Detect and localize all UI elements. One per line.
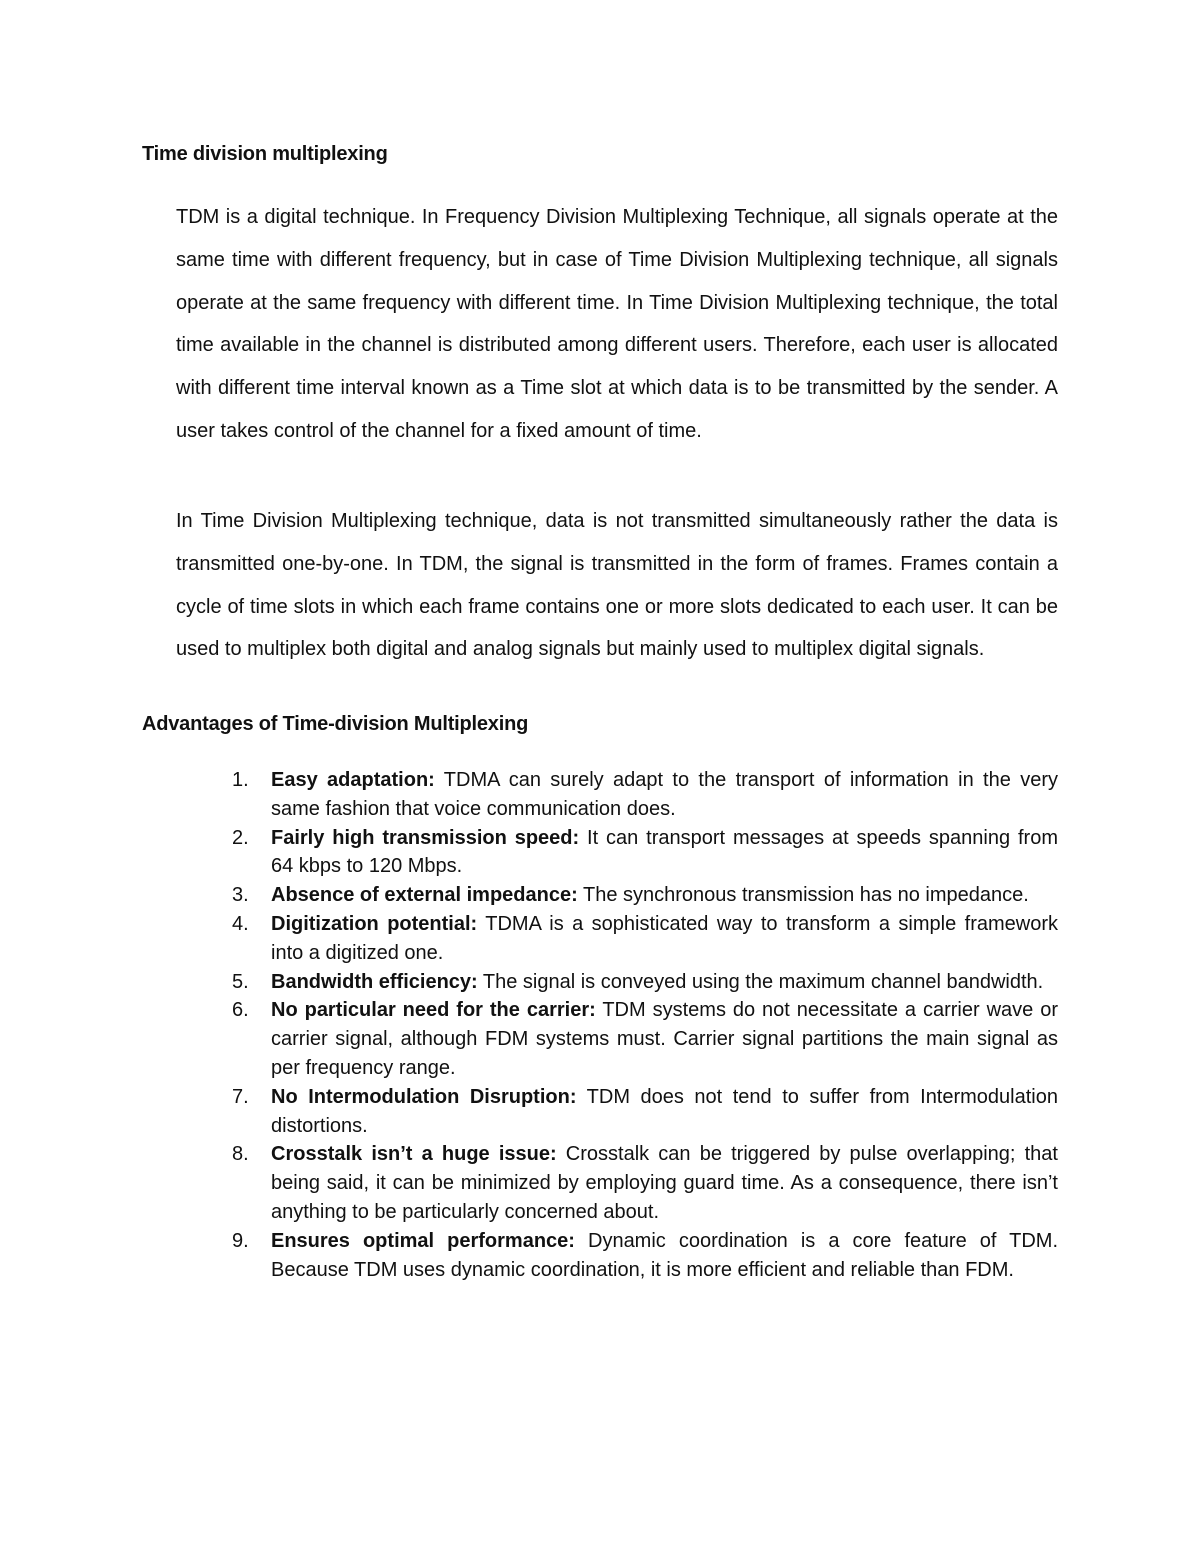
- list-item: [232, 766, 1058, 824]
- paragraph-tdm-frames: In Time Division Multiplexing technique, data is not transmitted simultaneously rather the data is transmitted one-by-one. In TDM, the signal is transmitted in the form of frames. Frames contain a cycle of time slots in which each frame contains one or more slots dedicated to each user. It can be used to multiplex both digital and analog signals but mainly used to multiplex digital signals.: [176, 510, 1058, 661]
- list-number: 6.: [232, 999, 249, 1022]
- list-item: [232, 1140, 1058, 1226]
- advantage-term: Fairly high transmission speed:: [271, 826, 580, 849]
- list-number: 7.: [232, 1085, 249, 1108]
- list-number: 5.: [232, 970, 249, 993]
- advantages-list: [232, 766, 1058, 1284]
- list-item: [232, 968, 1058, 997]
- advantage-text: TDM systems do not necessitate a carrier wave or carrier signal, although FDM systems must. Carrier signal partitions the main signal as per frequency range.: [271, 999, 1058, 1079]
- document-title: Time division multiplexing: [142, 143, 388, 165]
- list-item: [232, 881, 1058, 910]
- list-item: [232, 910, 1058, 968]
- advantage-text: TDMA is a sophisticated way to transform a simple framework into a digitized one.: [271, 912, 1058, 964]
- advantage-term: Crosstalk isn’t a huge issue:: [271, 1143, 557, 1166]
- advantage-term: Ensures optimal performance:: [271, 1229, 575, 1252]
- advantage-term: No particular need for the carrier:: [271, 999, 596, 1022]
- list-number: 2.: [232, 826, 249, 849]
- advantage-text: Dynamic coordination is a core feature of TDM. Because TDM uses dynamic coordination, it is more efficient and reliable than FDM.: [271, 1229, 1058, 1281]
- advantage-term: Bandwidth efficiency:: [271, 970, 478, 993]
- list-item: [232, 824, 1058, 882]
- list-number: 8.: [232, 1143, 249, 1166]
- advantage-text: Crosstalk can be triggered by pulse overlapping; that being said, it can be minimized by employing guard time. As a consequence, there isn’t anything to be particularly concerned about.: [271, 1143, 1058, 1223]
- paragraph-tdm-intro: TDM is a digital technique. In Frequency Division Multiplexing Technique, all signals operate at the same time with different frequency, but in case of Time Division Multiplexing technique, all signals operate at the same frequency with different time. In Time Division Multiplexing technique, the total time available in the channel is distributed among different users. Therefore, each user is allocated with different time interval known as a Time slot at which data is to be transmitted by the sender. A user takes control of the channel for a fixed amount of time.: [176, 206, 1058, 442]
- list-item: [232, 1227, 1058, 1285]
- list-item: [232, 996, 1058, 1082]
- advantage-text: It can transport messages at speeds spanning from 64 kbps to 120 Mbps.: [271, 826, 1058, 878]
- list-item: [232, 1083, 1058, 1141]
- advantage-term: No Intermodulation Disruption:: [271, 1085, 577, 1108]
- advantage-text: The signal is conveyed using the maximum channel bandwidth.: [477, 970, 1044, 993]
- advantage-term: Digitization potential:: [271, 912, 478, 935]
- list-number: 9.: [232, 1229, 249, 1252]
- list-number: 1.: [232, 769, 249, 791]
- advantage-text: TDM does not tend to suffer from Intermodulation distortions.: [271, 1085, 1058, 1137]
- advantage-term: Easy adaptation:: [271, 769, 435, 791]
- advantage-term: Absence of external impedance:: [271, 884, 578, 907]
- advantage-text: TDMA can surely adapt to the transport of information in the very same fashion that voice communication does.: [271, 769, 1058, 820]
- advantages-heading: Advantages of Time-division Multiplexing: [142, 713, 529, 735]
- list-number: 4.: [232, 912, 249, 935]
- advantage-text: The synchronous transmission has no impedance.: [577, 884, 1029, 907]
- list-number: 3.: [232, 884, 249, 907]
